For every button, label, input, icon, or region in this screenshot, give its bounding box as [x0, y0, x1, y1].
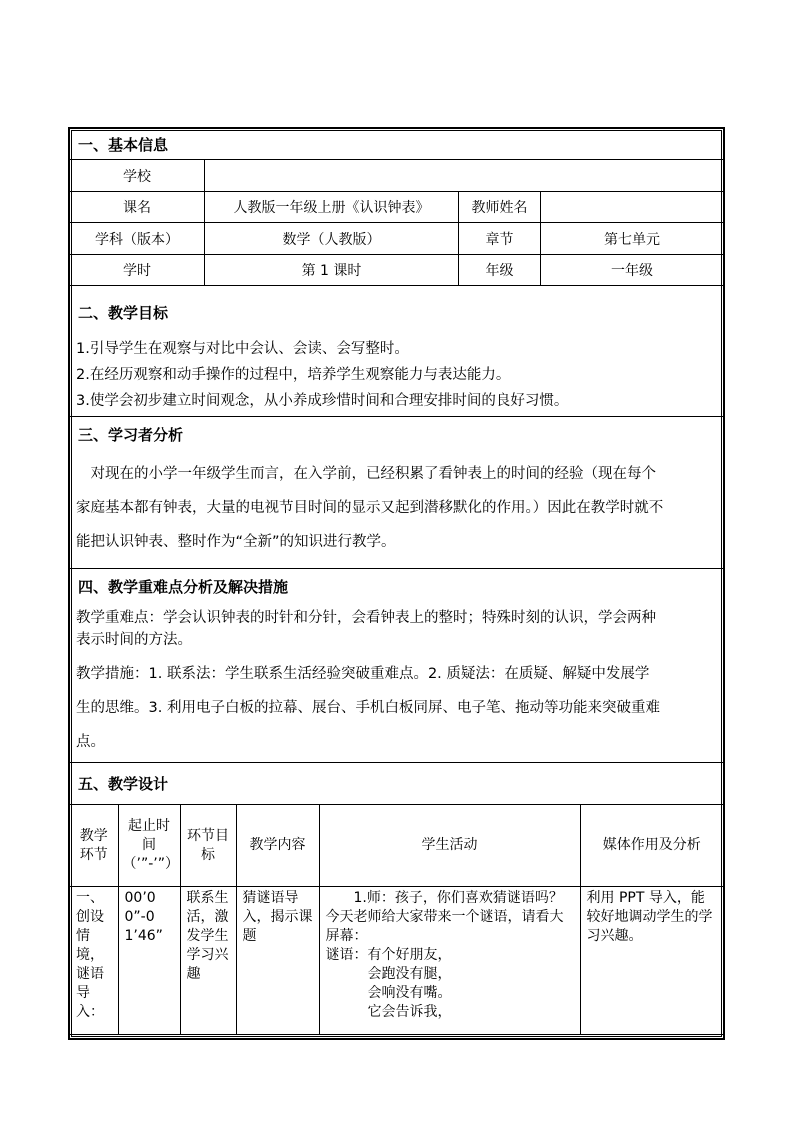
teacher-label: 教师姓名 — [459, 192, 541, 222]
row-time: 00’00”-01’46” — [118, 887, 180, 1035]
chapter-value: 第七单元 — [604, 231, 660, 248]
row-course — [70, 192, 723, 223]
course-label: 课名 — [70, 192, 205, 222]
header-stage: 教学环节 — [70, 805, 118, 887]
objectives-list — [70, 336, 568, 414]
table-row — [70, 887, 723, 1035]
row-goal: 联系生活，激发学生学习兴趣 — [180, 887, 236, 1035]
row-period — [70, 255, 723, 286]
section-key-points — [70, 569, 723, 763]
row-content: 猜谜语导入，揭示课题 — [236, 887, 319, 1035]
header-time: 起止时间（’”-’”） — [118, 805, 180, 887]
course-value: 人教版一年级上册《认识钟表》 — [205, 192, 459, 222]
section-basic-info-title: 一、基本信息 — [70, 129, 723, 160]
grade-value: 一年级 — [611, 263, 653, 279]
section-key-points-title: 四、教学重难点分析及解决措施 — [78, 578, 289, 596]
header-goal: 环节目标 — [180, 805, 236, 887]
measures-text: 教学措施：1. 联系法：学生联系生活经验突破重难点。2. 质疑法：在质疑、解疑中发展学 生的思维。3. 利用电子白板的拉幕、展台、手机白板同屏、电子笔、拖动等功能来突破重难 点。 — [76, 666, 660, 750]
row-subject — [70, 223, 723, 255]
subject-label: 学科（版本） — [70, 223, 205, 254]
key-points-text: 教学重难点：学会认识钟表的时针和分针，会看钟表上的整时；特殊时刻的认识，学会两种 表示时间的方法。 — [76, 610, 656, 648]
teacher-value — [541, 192, 723, 222]
learner-analysis-text: 对现在的小学一年级学生而言，在入学前，已经积累了看钟表上的时间的经验（现在每个 家庭基本都有钟表，大量的电视节目时间的显示又起到潜移默化的作用。）因此在教学时就不 能把认识钟表、整时作为“全新”的知识进行教学。 — [76, 466, 664, 550]
header-content: 教学内容 — [236, 805, 319, 887]
section-learner-analysis — [70, 417, 723, 569]
row-activity — [319, 887, 580, 1035]
subject-value: 数学（人教版） — [205, 223, 459, 254]
header-media: 媒体作用及分析 — [580, 805, 723, 887]
design-table — [70, 805, 723, 1035]
row-school — [70, 160, 723, 192]
objective-item: 2.在经历观察和动手操作的过程中，培养学生观察能力与表达能力。 — [76, 367, 511, 383]
period-label: 学时 — [70, 255, 205, 285]
section-objectives-title: 二、教学目标 — [78, 304, 169, 322]
chapter-label: 章节 — [459, 223, 541, 254]
objective-item: 3.使学会初步建立时间观念，从小养成珍惜时间和合理安排时间的良好习惯。 — [76, 393, 569, 409]
period-value: 第 1 课时 — [205, 255, 459, 285]
lesson-plan-table — [68, 127, 725, 1040]
header-activity: 学生活动 — [319, 805, 580, 887]
row-media: 利用 PPT 导入，能较好地调动学生的学习兴趣。 — [580, 887, 723, 1035]
section-objectives — [70, 286, 723, 417]
riddle-text: 谜语：有个好朋友， 会跑没有腿， 会响没有嘴。 它会告诉我， — [325, 947, 452, 1020]
school-label: 学校 — [70, 160, 205, 191]
design-table-header — [70, 805, 723, 887]
row-stage: 一、创设情境，谜语导入： — [70, 887, 118, 1035]
school-value — [205, 160, 723, 191]
lesson-plan — [68, 127, 725, 1040]
section-design-title: 五、教学设计 — [70, 763, 723, 805]
section-learner-analysis-title: 三、学习者分析 — [78, 426, 184, 444]
activity-intro: 1.师：孩子，你们喜欢猜谜语吗？今天老师给大家带来一个谜语，请看大屏幕： — [325, 890, 564, 944]
objective-item: 1.引导学生在观察与对比中会认、会读、会写整时。 — [76, 341, 409, 357]
grade-label: 年级 — [459, 255, 541, 285]
